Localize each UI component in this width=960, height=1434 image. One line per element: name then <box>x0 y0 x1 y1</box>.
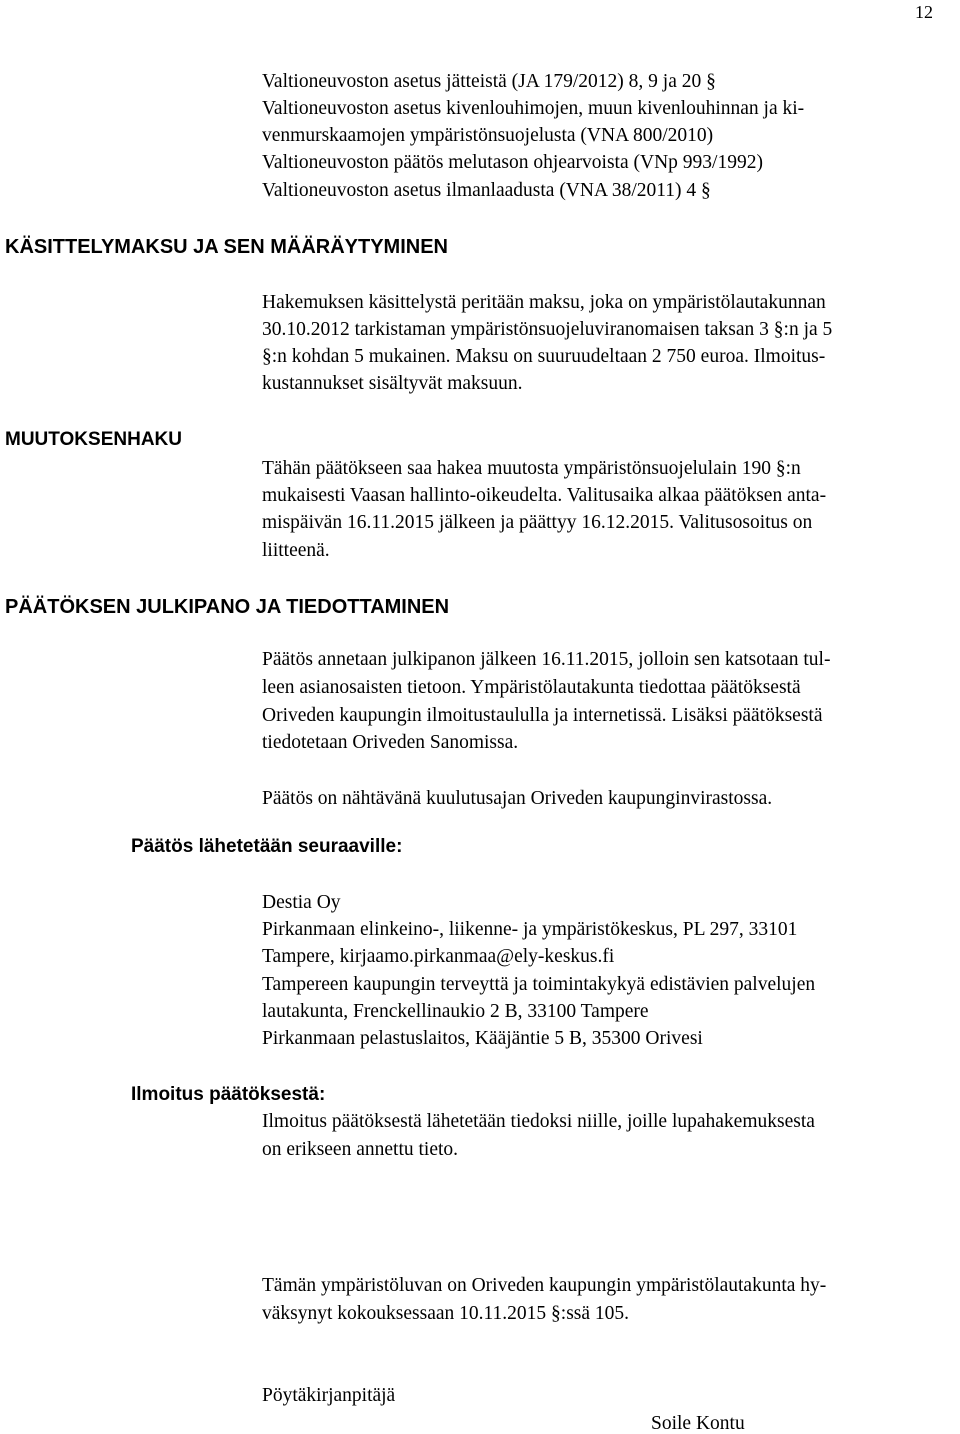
signature-role: Pöytäkirjanpitäjä <box>262 1385 396 1406</box>
appeal-line: mukaisesti Vaasan hallinto-oikeudelta. Valitusaika alkaa päätöksen anta- <box>262 485 827 506</box>
regulation-line: Valtioneuvoston asetus kivenlouhimojen, muun kivenlouhinnan ja ki- <box>262 98 805 119</box>
appeal-line: Tähän päätökseen saa hakea muutosta ympäristönsuojelulain 190 §:n <box>262 458 801 479</box>
publication-line: leen asianosaisten tietoon. Ympäristölautakunta tiedottaa päätöksestä <box>262 677 801 698</box>
appeal-line: liitteenä. <box>262 540 330 561</box>
regulation-line: Valtioneuvoston päätös melutason ohjearvoista (VNp 993/1992) <box>262 152 763 173</box>
recipient-line: Tampere, kirjaamo.pirkanmaa@ely-keskus.fi <box>262 946 615 967</box>
recipient-line: Pirkanmaan pelastuslaitos, Kääjäntie 5 B, 35300 Orivesi <box>262 1028 703 1049</box>
publication-line: Oriveden kaupungin ilmoitustaululla ja internetissä. Lisäksi päätöksestä <box>262 705 823 726</box>
appeal-line: mispäivän 16.11.2015 jälkeen ja päättyy 16.12.2015. Valitusosoitus on <box>262 512 813 533</box>
recipient-line: Pirkanmaan elinkeino-, liikenne- ja ympäristökeskus, PL 297, 33101 <box>262 919 798 940</box>
regulation-line: Valtioneuvoston asetus jätteistä (JA 179/2012) 8, 9 ja 20 § <box>262 71 716 92</box>
notification-line: on erikseen annettu tieto. <box>262 1139 459 1160</box>
signature-name: Soile Kontu <box>651 1413 745 1434</box>
publication-heading: PÄÄTÖKSEN JULKIPANO JA TIEDOTTAMINEN <box>5 596 450 618</box>
publication-line: Päätös annetaan julkipanon jälkeen 16.11.2015, jolloin sen katsotaan tul- <box>262 649 831 670</box>
approval-line: Tämän ympäristöluvan on Oriveden kaupungin ympäristölautakunta hy- <box>262 1275 827 1296</box>
fee-line: §:n kohdan 5 mukainen. Maksu on suuruudeltaan 2 750 euroa. Ilmoitus- <box>262 346 826 367</box>
appeal-heading: MUUTOKSENHAKU <box>5 429 182 450</box>
recipient-line: Destia Oy <box>262 892 341 913</box>
regulation-line: venmurskaamojen ympäristönsuojelusta (VNA 800/2010) <box>262 125 714 146</box>
page-number: 12 <box>915 2 933 22</box>
recipients-heading: Päätös lähetetään seuraaville: <box>131 836 403 857</box>
publication-line: tiedotetaan Oriveden Sanomissa. <box>262 732 519 753</box>
notification-heading: Ilmoitus päätöksestä: <box>131 1084 326 1105</box>
recipient-line: lautakunta, Frenckellinaukio 2 B, 33100 Tampere <box>262 1001 649 1022</box>
fee-heading: KÄSITTELYMAKSU JA SEN MÄÄRÄYTYMINEN <box>5 236 448 258</box>
approval-line: väksynyt kokouksessaan 10.11.2015 §:ssä 105. <box>262 1303 630 1324</box>
fee-line: kustannukset sisältyvät maksuun. <box>262 373 523 394</box>
notification-line: Ilmoitus päätöksestä lähetetään tiedoksi niille, joille lupahakemuksesta <box>262 1111 815 1132</box>
recipient-line: Tampereen kaupungin terveyttä ja toimintakykyä edistävien palvelujen <box>262 974 816 995</box>
regulation-line: Valtioneuvoston asetus ilmanlaadusta (VNA 38/2011) 4 § <box>262 180 711 201</box>
fee-line: 30.10.2012 tarkistaman ympäristönsuojeluviranomaisen taksan 3 §:n ja 5 <box>262 319 833 340</box>
fee-line: Hakemuksen käsittelystä peritään maksu, joka on ympäristölautakunnan <box>262 292 826 313</box>
notice-line: Päätös on nähtävänä kuulutusajan Oriveden kaupunginvirastossa. <box>262 788 773 809</box>
